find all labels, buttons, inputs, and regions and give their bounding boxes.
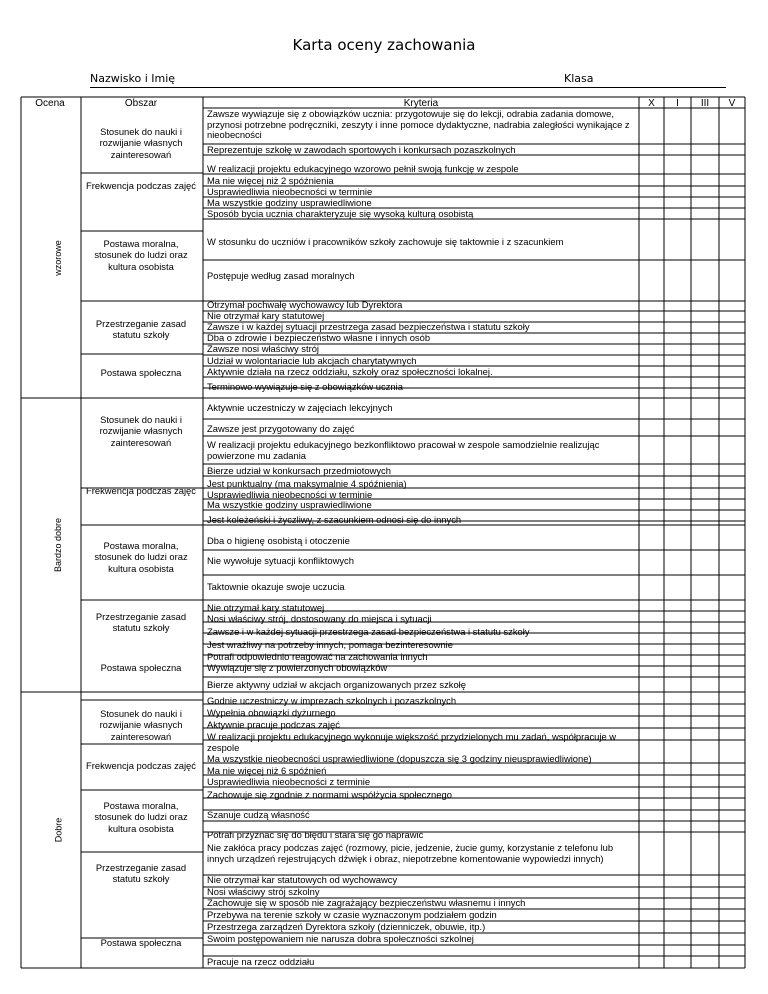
area-nauka: Stosunek do nauki i rozwijanie własnych zainteresowań: [99, 126, 183, 160]
header-x: X: [648, 98, 655, 109]
criterion-text: Jest koleżeński i życzliwy, z szacunkiem odnosi się do innych: [207, 514, 462, 525]
area-statut: Przestrzeganie zasad statutu szkoły: [95, 611, 187, 634]
criterion-text: Zachowuje się zgodnie z normami współżycia społecznego: [207, 789, 452, 800]
area-frekwencja: Frekwencja podczas zajęć: [86, 760, 196, 771]
criterion-text: Aktywnie pracuje podczas zajęć: [207, 719, 340, 730]
area-postawa-spoleczna: Postawa społeczna: [100, 662, 182, 673]
criterion-text: Zawsze i w każdej sytuacji przestrzega zasad bezpieczeństwa i statutu szkoły: [207, 626, 530, 637]
area-nauka: Stosunek do nauki i rozwijanie własnych zainteresowań: [99, 708, 183, 742]
area-nauka: Stosunek do nauki i rozwijanie własnych zainteresowań: [99, 414, 183, 448]
header-i: I: [676, 98, 679, 109]
area-frekwencja: Frekwencja podczas zajęć: [86, 180, 196, 191]
criterion-text: W stosunku do uczniów i pracowników szkoły zachowuje się taktownie i z szacunkiem: [207, 236, 564, 247]
criterion-text: Nosi właściwy strój szkolny: [207, 886, 320, 897]
criterion-text: Aktywnie uczestniczy w zajęciach lekcyjnych: [207, 402, 393, 413]
criterion-text: Ma wszystkie godziny usprawiedliwione: [207, 499, 372, 510]
section-grade-dobre: Dobre: [53, 817, 64, 843]
header-iii: III: [700, 98, 710, 109]
criterion-text: W realizacji projektu edukacyjnego bezkonfliktowo pracował w zespole samodzielnie realizując powierzone mu zadania: [207, 439, 600, 461]
header-obszar: Obszar: [124, 98, 158, 109]
criterion-text: Potrafi odpowiednio reagować na zachowania innych: [207, 651, 428, 662]
criterion-text: Szanuje cudzą własność: [207, 809, 310, 820]
criterion-text: Zawsze wywiązuje się z obowiązków ucznia: przygotowuje się do lekcji, odrabia zadania domowe, przynosi potrzebne podręczniki, zeszyty i inne pomoce dydaktyczne, nadrabia zaległości wynikające z nieobecności: [207, 108, 630, 140]
criterion-text: Udział w wolontariacie lub akcjach charytatywnych: [207, 355, 417, 366]
header-v: V: [728, 98, 736, 109]
class-label: Klasa: [564, 72, 594, 85]
criterion-text: Nie otrzymał kary statutowej: [207, 602, 325, 613]
criterion-text: Ma wszystkie nieobecności usprawiedliwione (dopuszcza się 3 godziny nieusprawiedliwione): [207, 753, 592, 764]
criterion-text: Nosi właściwy strój, dostosowany do miejsca i sytuacji: [207, 613, 432, 624]
criterion-text: Usprawiedliwia nieobecności w terminie: [207, 489, 373, 500]
criterion-text: Swoim postępowaniem nie narusza dobra społeczności szkolnej: [207, 933, 474, 944]
criterion-text: Ma nie więcej niż 2 spóźnienia: [207, 175, 334, 186]
criterion-text: Wywiązuje się z powierzonych obowiązków: [207, 662, 388, 673]
criterion-text: Nie wywołuje sytuacji konfliktowych: [207, 555, 354, 566]
area-frekwencja: Frekwencja podczas zajęć: [86, 485, 196, 496]
section-grade-wzorowe: wzorowe: [53, 240, 64, 276]
criterion-text: Aktywnie działa na rzecz oddziału, szkoły oraz społeczności lokalnej.: [207, 366, 493, 377]
criterion-text: Bierze udział w konkursach przedmiotowych: [207, 465, 391, 476]
criterion-text: Zachowuje się w sposób nie zagrażający bezpieczeństwu własnemu i innych: [207, 897, 526, 908]
name-label: Nazwisko i Imię: [90, 72, 176, 85]
area-postawa-spoleczna: Postawa społeczna: [100, 937, 182, 948]
criterion-text: Ma wszystkie godziny usprawiedliwione: [207, 197, 372, 208]
criterion-text: Usprawiedliwia nieobecności w terminie: [207, 186, 373, 197]
criterion-text: Nie otrzymał kar statutowych od wychowawcy: [207, 874, 398, 885]
header-kryteria: Kryteria: [403, 98, 439, 109]
criterion-text: Jest wrażliwy na potrzeby innych, pomaga bezinteresownie: [207, 639, 453, 650]
criterion-text: Ma nie więcej niż 6 spóźnień: [207, 765, 327, 776]
criterion-text: Postępuje według zasad moralnych: [207, 270, 355, 281]
criterion-text: Potrafi przyznać się do błędu i stara się go naprawić: [207, 829, 424, 840]
section-grade-bardzo-dobre: Bardzo dobre: [53, 517, 64, 573]
page-title: Karta oceny zachowania: [292, 36, 476, 54]
criterion-text: Zawsze nosi właściwy strój: [207, 343, 320, 354]
criterion-text: Taktownie okazuje swoje uczucia: [207, 581, 345, 592]
criterion-text: Dba o zdrowie i bezpieczeństwo własne i innych osób: [207, 332, 431, 343]
criterion-text: W realizacji projektu edukacyjnego wzorowo pełnił swoją funkcję w zespole: [207, 163, 519, 174]
criterion-text: Usprawiedliwia nieobecności z terminie: [207, 776, 371, 787]
criterion-text: Pracuje na rzecz oddziału: [207, 956, 315, 967]
area-postawa-moralna: Postawa moralna, stosunek do ludzi oraz kultura osobista: [94, 238, 188, 272]
criterion-text: Zawsze i w każdej sytuacji przestrzega zasad bezpieczeństwa i statutu szkoły: [207, 321, 530, 332]
criterion-text: Reprezentuje szkołę w zawodach sportowych i konkursach pozaszkolnych: [207, 144, 516, 155]
criterion-text: Zawsze jest przygotowany do zajęć: [207, 423, 355, 434]
area-statut: Przestrzeganie zasad statutu szkoły: [95, 318, 187, 341]
area-postawa-moralna: Postawa moralna, stosunek do ludzi oraz kultura osobista: [94, 540, 188, 574]
criterion-text: Otrzymał pochwałę wychowawcy lub Dyrektora: [207, 299, 403, 310]
criterion-text: Przestrzega zarządzeń Dyrektora szkoły (dzienniczek, obuwie, itp.): [207, 921, 486, 932]
criterion-text: Bierze aktywny udział w akcjach organizowanych przez szkołę: [207, 679, 466, 690]
criterion-text: Jest punktualny (ma maksymalnie 4 spóźnienia): [207, 478, 407, 489]
header-ocena: Ocena: [35, 98, 65, 109]
criterion-text: Wypełnia obowiązki dyżurnego: [207, 707, 336, 718]
area-postawa-spoleczna: Postawa społeczna: [100, 367, 182, 378]
criterion-text: Godnie uczestniczy w imprezach szkolnych i pozaszkolnych: [207, 695, 457, 706]
criterion-text: Nie zakłóca pracy podczas zajęć (rozmowy, picie, jedzenie, żucie gumy, korzystanie z telefonu lub innych urządzeń rejestrujących dźwięk i obraz, niepotrzebne komentowanie wypowiedzi innych): [207, 842, 614, 864]
area-statut: Przestrzeganie zasad statutu szkoły: [95, 862, 187, 885]
criterion-text: Dba o higienę osobistą i otoczenie: [207, 535, 350, 546]
area-postawa-moralna: Postawa moralna, stosunek do ludzi oraz kultura osobista: [94, 800, 188, 834]
criterion-text: Przebywa na terenie szkoły w czasie wyznaczonym podziałem godzin: [207, 909, 497, 920]
criterion-text: Terminowo wywiązuje się z obowiązków ucznia: [207, 381, 403, 392]
criterion-text: Sposób bycia ucznia charakteryzuje się wysoką kulturą osobistą: [207, 208, 474, 219]
criterion-text: W realizacji projektu edukacyjnego wykonuje większość przydzielonych mu zadań, współpracuje w zespole: [207, 731, 617, 753]
criterion-text: Nie otrzymał kary statutowej: [207, 310, 325, 321]
